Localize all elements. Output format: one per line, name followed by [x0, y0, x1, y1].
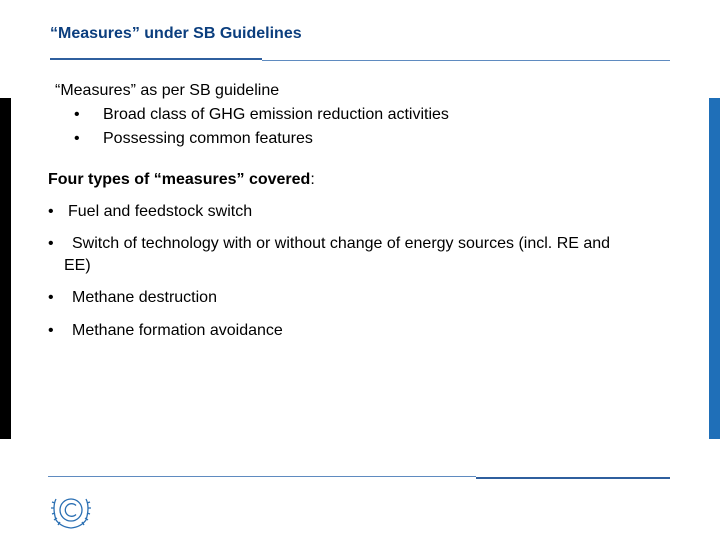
- left-edge-bar: [0, 98, 11, 439]
- footer-rule-left: [48, 476, 476, 477]
- bullet-glyph: •: [74, 106, 80, 123]
- unfccc-logo-icon: [48, 493, 94, 531]
- bullet-glyph: •: [48, 322, 54, 339]
- slide-title: “Measures” under SB Guidelines: [50, 25, 302, 42]
- intro-bullet-1: [74, 106, 449, 124]
- title-underline-left: [50, 58, 262, 60]
- right-edge-bar: [709, 98, 720, 439]
- measure-item-2: [48, 233, 688, 277]
- intro-bullet-text: Possessing common features: [103, 130, 313, 147]
- measure-item-1: [48, 201, 688, 223]
- bullet-glyph: •: [48, 203, 54, 220]
- measure-item-text: Methane destruction: [72, 289, 217, 306]
- measure-item-text: Switch of technology with or without change of energy sources (incl. RE and: [72, 235, 611, 252]
- section-heading-text: Four types of “measures” covered: [48, 171, 311, 188]
- footer-rule-right: [476, 477, 670, 479]
- bullet-glyph: •: [74, 130, 80, 147]
- bullet-glyph: •: [48, 235, 54, 252]
- bullet-glyph: •: [48, 289, 54, 306]
- measure-item-4: [48, 320, 688, 342]
- measure-item-continuation: EE): [64, 257, 91, 274]
- measure-item-text: Fuel and feedstock switch: [68, 203, 253, 220]
- section-heading: [48, 171, 315, 189]
- measure-item-text: Methane formation avoidance: [72, 322, 283, 339]
- intro-label: “Measures” as per SB guideline: [55, 82, 280, 99]
- section-heading-colon: :: [310, 171, 315, 188]
- measure-item-3: [48, 287, 688, 309]
- title-underline-right: [262, 60, 670, 61]
- intro-bullet-2: [74, 130, 313, 148]
- intro-bullet-text: Broad class of GHG emission reduction activities: [103, 106, 449, 123]
